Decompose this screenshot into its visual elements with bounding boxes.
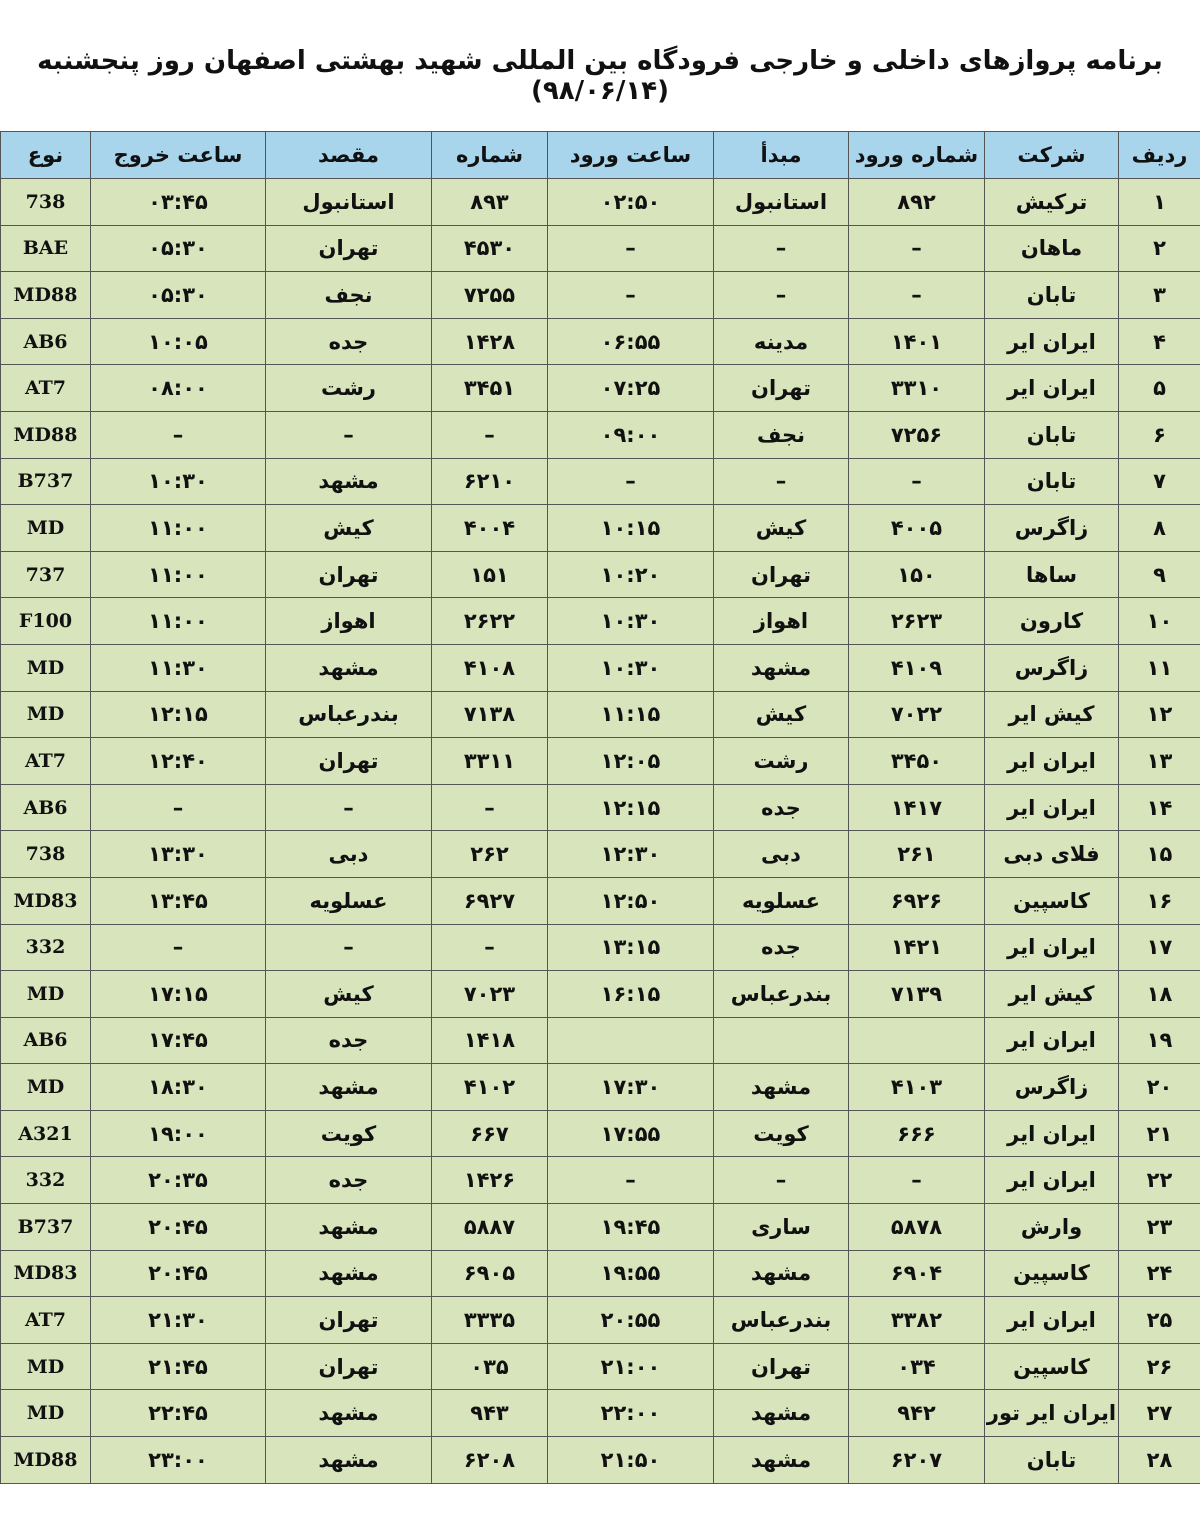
- table-row: [1, 1204, 1200, 1251]
- cell-aircraft-type: 738: [1, 179, 91, 226]
- cell-origin: جده: [714, 924, 849, 971]
- cell-departure-time: ۱۱:۳۰: [91, 644, 266, 691]
- cell-departure-time: –: [91, 924, 266, 971]
- cell-aircraft-type: MD: [1, 644, 91, 691]
- cell-departure-time: ۱۱:۰۰: [91, 551, 266, 598]
- cell-airline: تابان: [985, 1437, 1119, 1484]
- cell-arrival-flight-number: –: [849, 1157, 985, 1204]
- cell-arrival-flight-number: ۷۲۵۶: [849, 411, 985, 458]
- cell-arrival-time: –: [548, 225, 714, 272]
- cell-departure-time: –: [91, 411, 266, 458]
- cell-destination: جده: [266, 318, 432, 365]
- cell-airline: ایران ایر تور: [985, 1390, 1119, 1437]
- cell-arrival-time: ۱۲:۳۰: [548, 831, 714, 878]
- cell-destination: مشهد: [266, 1250, 432, 1297]
- table-row: [1, 272, 1200, 319]
- cell-airline: ایران ایر: [985, 1110, 1119, 1157]
- cell-row-number: ۹: [1119, 551, 1200, 598]
- cell-arrival-time: ۱۷:۳۰: [548, 1064, 714, 1111]
- cell-airline: ساها: [985, 551, 1119, 598]
- column-header-origin: مبدأ: [714, 132, 849, 179]
- cell-arrival-time: ۲۱:۵۰: [548, 1437, 714, 1484]
- cell-aircraft-type: 332: [1, 1157, 91, 1204]
- table-body: [1, 179, 1200, 1484]
- cell-row-number: ۱۳: [1119, 738, 1200, 785]
- cell-arrival-time: ۲۰:۵۵: [548, 1297, 714, 1344]
- cell-airline: ایران ایر: [985, 1017, 1119, 1064]
- cell-departure-flight-number: ۳۴۵۱: [432, 365, 548, 412]
- cell-arrival-flight-number: ۳۳۱۰: [849, 365, 985, 412]
- table-row: [1, 505, 1200, 552]
- cell-origin: کیش: [714, 691, 849, 738]
- cell-arrival-time: ۲۲:۰۰: [548, 1390, 714, 1437]
- cell-departure-flight-number: ۷۰۲۳: [432, 971, 548, 1018]
- cell-row-number: ۲۰: [1119, 1064, 1200, 1111]
- cell-destination: اهواز: [266, 598, 432, 645]
- cell-origin: بندرعباس: [714, 971, 849, 1018]
- cell-aircraft-type: B737: [1, 1204, 91, 1251]
- table-row: [1, 691, 1200, 738]
- cell-aircraft-type: AB6: [1, 1017, 91, 1064]
- cell-row-number: ۲۵: [1119, 1297, 1200, 1344]
- cell-arrival-time: ۱۰:۳۰: [548, 644, 714, 691]
- cell-row-number: ۱۹: [1119, 1017, 1200, 1064]
- column-header-airline: شرکت: [985, 132, 1119, 179]
- column-header-destination: مقصد: [266, 132, 432, 179]
- cell-departure-flight-number: ۳۳۱۱: [432, 738, 548, 785]
- cell-row-number: ۱۶: [1119, 877, 1200, 924]
- cell-airline: تابان: [985, 411, 1119, 458]
- cell-airline: ایران ایر: [985, 784, 1119, 831]
- cell-destination: استانبول: [266, 179, 432, 226]
- cell-departure-flight-number: ۱۴۲۸: [432, 318, 548, 365]
- cell-airline: ایران ایر: [985, 365, 1119, 412]
- cell-departure-time: ۱۷:۴۵: [91, 1017, 266, 1064]
- cell-aircraft-type: 737: [1, 551, 91, 598]
- cell-destination: کیش: [266, 505, 432, 552]
- cell-departure-flight-number: ۶۶۷: [432, 1110, 548, 1157]
- cell-destination: جده: [266, 1017, 432, 1064]
- cell-destination: مشهد: [266, 1437, 432, 1484]
- cell-origin: تهران: [714, 365, 849, 412]
- cell-aircraft-type: MD: [1, 971, 91, 1018]
- cell-departure-flight-number: ۵۸۸۷: [432, 1204, 548, 1251]
- cell-departure-time: ۰۵:۳۰: [91, 272, 266, 319]
- cell-airline: فلای دبی: [985, 831, 1119, 878]
- cell-arrival-flight-number: ۱۵۰: [849, 551, 985, 598]
- table-row: [1, 411, 1200, 458]
- cell-origin: نجف: [714, 411, 849, 458]
- cell-airline: زاگرس: [985, 1064, 1119, 1111]
- cell-departure-flight-number: ۸۹۳: [432, 179, 548, 226]
- cell-departure-time: ۲۰:۳۵: [91, 1157, 266, 1204]
- cell-destination: مشهد: [266, 1390, 432, 1437]
- cell-departure-flight-number: ۱۵۱: [432, 551, 548, 598]
- cell-origin: مدینه: [714, 318, 849, 365]
- cell-row-number: ۲۷: [1119, 1390, 1200, 1437]
- cell-arrival-flight-number: ۲۶۲۳: [849, 598, 985, 645]
- cell-aircraft-type: MD83: [1, 877, 91, 924]
- cell-origin: جده: [714, 784, 849, 831]
- cell-row-number: ۲: [1119, 225, 1200, 272]
- cell-arrival-flight-number: ۳۴۵۰: [849, 738, 985, 785]
- cell-arrival-time: ۲۱:۰۰: [548, 1343, 714, 1390]
- cell-origin: ساری: [714, 1204, 849, 1251]
- table-row: [1, 551, 1200, 598]
- cell-aircraft-type: MD88: [1, 1437, 91, 1484]
- cell-departure-flight-number: ۴۱۰۸: [432, 644, 548, 691]
- cell-aircraft-type: MD88: [1, 272, 91, 319]
- cell-origin: دبی: [714, 831, 849, 878]
- cell-airline: ماهان: [985, 225, 1119, 272]
- table-row: [1, 644, 1200, 691]
- cell-arrival-time: ۱۳:۱۵: [548, 924, 714, 971]
- cell-origin: مشهد: [714, 644, 849, 691]
- cell-arrival-flight-number: ۱۴۲۱: [849, 924, 985, 971]
- cell-airline: زاگرس: [985, 644, 1119, 691]
- column-header-departure-time: ساعت خروج: [91, 132, 266, 179]
- cell-departure-time: ۲۰:۴۵: [91, 1204, 266, 1251]
- table-row: [1, 877, 1200, 924]
- cell-destination: رشت: [266, 365, 432, 412]
- cell-departure-flight-number: ۰۳۵: [432, 1343, 548, 1390]
- cell-departure-flight-number: ۱۴۲۶: [432, 1157, 548, 1204]
- cell-destination: دبی: [266, 831, 432, 878]
- cell-departure-flight-number: ۷۲۵۵: [432, 272, 548, 319]
- table-row: [1, 831, 1200, 878]
- cell-row-number: ۸: [1119, 505, 1200, 552]
- table-row: [1, 179, 1200, 226]
- cell-departure-time: ۲۲:۴۵: [91, 1390, 266, 1437]
- cell-arrival-time: ۰۶:۵۵: [548, 318, 714, 365]
- cell-departure-flight-number: ۲۶۲: [432, 831, 548, 878]
- cell-arrival-time: ۱۰:۲۰: [548, 551, 714, 598]
- cell-arrival-flight-number: ۱۴۱۷: [849, 784, 985, 831]
- cell-origin: تهران: [714, 551, 849, 598]
- cell-row-number: ۴: [1119, 318, 1200, 365]
- cell-arrival-flight-number: [849, 1017, 985, 1064]
- cell-departure-flight-number: ۱۴۱۸: [432, 1017, 548, 1064]
- cell-airline: ایران ایر: [985, 1157, 1119, 1204]
- cell-destination: نجف: [266, 272, 432, 319]
- cell-arrival-time: ۱۲:۰۵: [548, 738, 714, 785]
- cell-origin: کویت: [714, 1110, 849, 1157]
- table-row: [1, 738, 1200, 785]
- cell-origin: مشهد: [714, 1437, 849, 1484]
- cell-aircraft-type: MD83: [1, 1250, 91, 1297]
- cell-origin: مشهد: [714, 1250, 849, 1297]
- cell-aircraft-type: 738: [1, 831, 91, 878]
- cell-destination: مشهد: [266, 1204, 432, 1251]
- cell-destination: کویت: [266, 1110, 432, 1157]
- cell-origin: مشهد: [714, 1064, 849, 1111]
- cell-arrival-time: ۱۲:۵۰: [548, 877, 714, 924]
- cell-aircraft-type: MD: [1, 691, 91, 738]
- cell-arrival-time: ۱۶:۱۵: [548, 971, 714, 1018]
- cell-origin: رشت: [714, 738, 849, 785]
- cell-row-number: ۳: [1119, 272, 1200, 319]
- cell-departure-time: ۱۱:۰۰: [91, 505, 266, 552]
- column-header-arrival-time: ساعت ورود: [548, 132, 714, 179]
- cell-destination: –: [266, 411, 432, 458]
- cell-aircraft-type: F100: [1, 598, 91, 645]
- cell-arrival-flight-number: ۵۸۷۸: [849, 1204, 985, 1251]
- cell-airline: کاسپین: [985, 1343, 1119, 1390]
- table-row: [1, 1064, 1200, 1111]
- cell-airline: کیش ایر: [985, 971, 1119, 1018]
- column-header-arrival-flight-number: شماره ورود: [849, 132, 985, 179]
- cell-origin: [714, 1017, 849, 1064]
- table-row: [1, 1437, 1200, 1484]
- cell-arrival-flight-number: ۶۶۶: [849, 1110, 985, 1157]
- cell-departure-flight-number: ۷۱۳۸: [432, 691, 548, 738]
- cell-airline: تابان: [985, 458, 1119, 505]
- cell-departure-time: ۲۱:۳۰: [91, 1297, 266, 1344]
- cell-arrival-flight-number: ۷۱۳۹: [849, 971, 985, 1018]
- cell-row-number: ۱۲: [1119, 691, 1200, 738]
- cell-row-number: ۱۵: [1119, 831, 1200, 878]
- cell-arrival-flight-number: ۷۰۲۲: [849, 691, 985, 738]
- table-row: [1, 1110, 1200, 1157]
- table-row: [1, 1157, 1200, 1204]
- cell-arrival-flight-number: ۹۴۲: [849, 1390, 985, 1437]
- cell-airline: کاسپین: [985, 877, 1119, 924]
- cell-aircraft-type: AB6: [1, 318, 91, 365]
- cell-origin: اهواز: [714, 598, 849, 645]
- cell-arrival-time: ۱۹:۵۵: [548, 1250, 714, 1297]
- cell-departure-time: ۲۰:۴۵: [91, 1250, 266, 1297]
- cell-row-number: ۷: [1119, 458, 1200, 505]
- cell-airline: ایران ایر: [985, 1297, 1119, 1344]
- cell-destination: تهران: [266, 551, 432, 598]
- cell-departure-flight-number: –: [432, 784, 548, 831]
- cell-origin: عسلویه: [714, 877, 849, 924]
- cell-arrival-flight-number: –: [849, 272, 985, 319]
- cell-destination: عسلویه: [266, 877, 432, 924]
- header-row: [1, 132, 1200, 179]
- cell-airline: کاسپین: [985, 1250, 1119, 1297]
- cell-departure-flight-number: ۶۲۰۸: [432, 1437, 548, 1484]
- cell-row-number: ۵: [1119, 365, 1200, 412]
- cell-airline: ایران ایر: [985, 924, 1119, 971]
- cell-departure-time: ۱۰:۰۵: [91, 318, 266, 365]
- cell-arrival-time: [548, 1017, 714, 1064]
- cell-arrival-time: ۰۲:۵۰: [548, 179, 714, 226]
- cell-arrival-time: ۰۹:۰۰: [548, 411, 714, 458]
- table-row: [1, 924, 1200, 971]
- cell-aircraft-type: MD88: [1, 411, 91, 458]
- cell-departure-time: ۱۳:۴۵: [91, 877, 266, 924]
- table-row: [1, 318, 1200, 365]
- cell-departure-time: ۰۵:۳۰: [91, 225, 266, 272]
- cell-row-number: ۲۲: [1119, 1157, 1200, 1204]
- cell-arrival-flight-number: ۶۹۰۴: [849, 1250, 985, 1297]
- cell-row-number: ۲۴: [1119, 1250, 1200, 1297]
- cell-airline: وارش: [985, 1204, 1119, 1251]
- column-header-departure-flight-number: شماره: [432, 132, 548, 179]
- cell-aircraft-type: MD: [1, 505, 91, 552]
- cell-arrival-time: ۱۰:۳۰: [548, 598, 714, 645]
- cell-departure-time: ۱۱:۰۰: [91, 598, 266, 645]
- cell-row-number: ۱۸: [1119, 971, 1200, 1018]
- cell-departure-time: ۰۳:۴۵: [91, 179, 266, 226]
- column-header-aircraft-type: نوع: [1, 132, 91, 179]
- cell-arrival-flight-number: ۶۹۲۶: [849, 877, 985, 924]
- cell-airline: تابان: [985, 272, 1119, 319]
- cell-aircraft-type: B737: [1, 458, 91, 505]
- table-row: [1, 784, 1200, 831]
- cell-destination: مشهد: [266, 644, 432, 691]
- column-header-row-number: ردیف: [1119, 132, 1200, 179]
- cell-destination: کیش: [266, 971, 432, 1018]
- cell-arrival-time: –: [548, 272, 714, 319]
- cell-row-number: ۱۷: [1119, 924, 1200, 971]
- cell-arrival-time: –: [548, 458, 714, 505]
- cell-departure-time: ۱۲:۴۰: [91, 738, 266, 785]
- cell-arrival-time: –: [548, 1157, 714, 1204]
- cell-departure-flight-number: –: [432, 411, 548, 458]
- cell-row-number: ۶: [1119, 411, 1200, 458]
- cell-destination: مشهد: [266, 1064, 432, 1111]
- cell-origin: استانبول: [714, 179, 849, 226]
- cell-arrival-time: ۰۷:۲۵: [548, 365, 714, 412]
- cell-departure-time: ۲۳:۰۰: [91, 1437, 266, 1484]
- cell-departure-flight-number: ۶۹۲۷: [432, 877, 548, 924]
- cell-arrival-flight-number: ۶۲۰۷: [849, 1437, 985, 1484]
- cell-arrival-time: ۱۹:۴۵: [548, 1204, 714, 1251]
- cell-departure-flight-number: ۴۱۰۲: [432, 1064, 548, 1111]
- cell-destination: تهران: [266, 1343, 432, 1390]
- table-row: [1, 971, 1200, 1018]
- cell-departure-flight-number: ۶۹۰۵: [432, 1250, 548, 1297]
- cell-destination: –: [266, 784, 432, 831]
- cell-aircraft-type: BAE: [1, 225, 91, 272]
- cell-departure-time: ۲۱:۴۵: [91, 1343, 266, 1390]
- table-row: [1, 225, 1200, 272]
- table-row: [1, 365, 1200, 412]
- cell-arrival-time: ۱۷:۵۵: [548, 1110, 714, 1157]
- cell-airline: کیش ایر: [985, 691, 1119, 738]
- cell-arrival-time: ۱۱:۱۵: [548, 691, 714, 738]
- cell-arrival-flight-number: ۲۶۱: [849, 831, 985, 878]
- cell-origin: بندرعباس: [714, 1297, 849, 1344]
- table-row: [1, 1390, 1200, 1437]
- cell-destination: جده: [266, 1157, 432, 1204]
- cell-departure-time: ۱۸:۳۰: [91, 1064, 266, 1111]
- cell-aircraft-type: AB6: [1, 784, 91, 831]
- cell-destination: تهران: [266, 1297, 432, 1344]
- cell-departure-time: –: [91, 784, 266, 831]
- cell-arrival-flight-number: ۰۳۴: [849, 1343, 985, 1390]
- table-row: [1, 458, 1200, 505]
- table-row: [1, 1017, 1200, 1064]
- table-row: [1, 1297, 1200, 1344]
- cell-departure-flight-number: –: [432, 924, 548, 971]
- cell-origin: کیش: [714, 505, 849, 552]
- cell-departure-time: ۱۹:۰۰: [91, 1110, 266, 1157]
- cell-departure-flight-number: ۹۴۳: [432, 1390, 548, 1437]
- cell-aircraft-type: AT7: [1, 365, 91, 412]
- cell-origin: –: [714, 272, 849, 319]
- cell-departure-time: ۱۰:۳۰: [91, 458, 266, 505]
- cell-departure-flight-number: ۶۲۱۰: [432, 458, 548, 505]
- cell-departure-flight-number: ۳۳۳۵: [432, 1297, 548, 1344]
- table-row: [1, 1250, 1200, 1297]
- cell-departure-time: ۰۸:۰۰: [91, 365, 266, 412]
- cell-origin: تهران: [714, 1343, 849, 1390]
- cell-row-number: ۲۸: [1119, 1437, 1200, 1484]
- cell-origin: –: [714, 225, 849, 272]
- cell-arrival-time: ۱۲:۱۵: [548, 784, 714, 831]
- cell-arrival-flight-number: ۸۹۲: [849, 179, 985, 226]
- cell-aircraft-type: 332: [1, 924, 91, 971]
- cell-aircraft-type: MD: [1, 1343, 91, 1390]
- cell-destination: بندرعباس: [266, 691, 432, 738]
- cell-origin: –: [714, 1157, 849, 1204]
- cell-arrival-flight-number: ۴۰۰۵: [849, 505, 985, 552]
- table-header: [1, 132, 1200, 179]
- cell-destination: مشهد: [266, 458, 432, 505]
- cell-departure-flight-number: ۲۶۲۲: [432, 598, 548, 645]
- cell-departure-flight-number: ۴۰۰۴: [432, 505, 548, 552]
- page-title: برنامه پروازهای داخلی و خارجی فرودگاه بین المللی شهید بهشتی اصفهان روز پنجشنبه (۹۸/۰۶/۱۴): [37, 46, 1163, 106]
- cell-arrival-time: ۱۰:۱۵: [548, 505, 714, 552]
- cell-aircraft-type: AT7: [1, 1297, 91, 1344]
- cell-destination: تهران: [266, 738, 432, 785]
- cell-arrival-flight-number: ۴۱۰۹: [849, 644, 985, 691]
- cell-row-number: ۲۱: [1119, 1110, 1200, 1157]
- cell-airline: زاگرس: [985, 505, 1119, 552]
- cell-row-number: ۱۴: [1119, 784, 1200, 831]
- cell-departure-time: ۱۲:۱۵: [91, 691, 266, 738]
- cell-departure-time: ۱۷:۱۵: [91, 971, 266, 1018]
- cell-arrival-flight-number: ۳۳۸۲: [849, 1297, 985, 1344]
- cell-arrival-flight-number: ۴۱۰۳: [849, 1064, 985, 1111]
- cell-row-number: ۲۶: [1119, 1343, 1200, 1390]
- cell-aircraft-type: AT7: [1, 738, 91, 785]
- cell-arrival-flight-number: ۱۴۰۱: [849, 318, 985, 365]
- cell-aircraft-type: A321: [1, 1110, 91, 1157]
- cell-destination: –: [266, 924, 432, 971]
- cell-departure-flight-number: ۴۵۳۰: [432, 225, 548, 272]
- table-row: [1, 1343, 1200, 1390]
- cell-origin: مشهد: [714, 1390, 849, 1437]
- cell-origin: –: [714, 458, 849, 505]
- flight-schedule-table: [0, 131, 1200, 1484]
- cell-aircraft-type: MD: [1, 1390, 91, 1437]
- cell-airline: ایران ایر: [985, 738, 1119, 785]
- cell-airline: ایران ایر: [985, 318, 1119, 365]
- cell-airline: کارون: [985, 598, 1119, 645]
- cell-row-number: ۱۰: [1119, 598, 1200, 645]
- cell-row-number: ۱: [1119, 179, 1200, 226]
- cell-airline: ترکیش: [985, 179, 1119, 226]
- cell-arrival-flight-number: –: [849, 458, 985, 505]
- cell-departure-time: ۱۳:۳۰: [91, 831, 266, 878]
- cell-aircraft-type: MD: [1, 1064, 91, 1111]
- cell-row-number: ۱۱: [1119, 644, 1200, 691]
- cell-destination: تهران: [266, 225, 432, 272]
- table-row: [1, 598, 1200, 645]
- cell-row-number: ۲۳: [1119, 1204, 1200, 1251]
- cell-arrival-flight-number: –: [849, 225, 985, 272]
